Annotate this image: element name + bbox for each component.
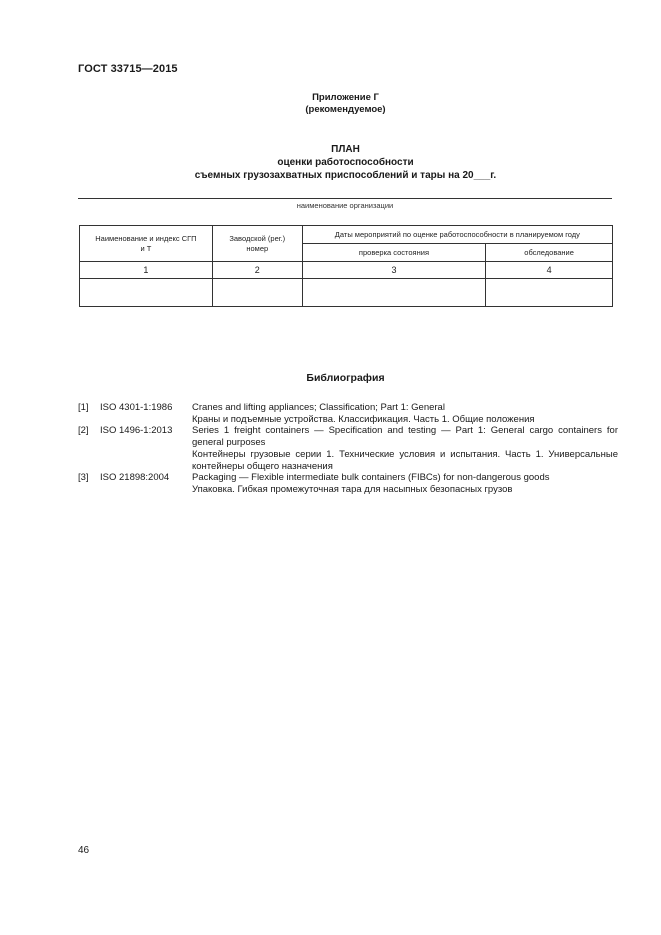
bibliography-entry [78,402,618,425]
entry-code: ISO 4301-1:1986 [100,402,173,413]
header-serial-number: Заводской (рег.) номер [212,226,302,262]
entry-number: [1] [78,402,89,413]
col-number-2: 2 [212,262,302,279]
entry-number: [2] [78,425,89,437]
standard-header: ГОСТ 33715—2015 [78,63,178,75]
annex-status: (рекомендуемое) [305,104,386,115]
plan-subtitle-line1: оценки работоспособности [277,157,414,168]
header-dates-group: Даты мероприятий по оценке работоспособности в планируемом году [302,226,612,244]
bibliography-entry [78,425,618,472]
empty-cell [302,279,486,307]
entry-number: [3] [78,472,89,484]
entry-title-en: Series 1 freight containers — Specification and testing — Part 1: General cargo containers for general purposes [192,425,618,449]
empty-cell [212,279,302,307]
bibliography-list [78,402,618,496]
entry-title-ru: Контейнеры грузовые серии 1. Технические условия и испытания. Часть 1. Универсальные контейнеры общего назначения [192,448,618,472]
plan-table [79,225,613,307]
bibliography-entry [78,472,618,495]
entry-title-ru: Упаковка. Гибкая промежуточная тара для насыпных безопасных грузов [192,483,513,495]
page-number: 46 [78,845,90,856]
bibliography-title: Библиография [306,372,385,384]
col-number-1: 1 [80,262,213,279]
organization-label: наименование организации [296,201,394,210]
plan-subtitle-line2: съемных грузозахватных приспособлений и тары на 20___г. [194,170,497,181]
annex-heading [0,92,661,116]
header-inspection: обследование [486,244,613,262]
organization-fill-line [78,198,612,199]
entry-title-en: Packaging — Flexible intermediate bulk containers (FIBCs) for non-dangerous goods [192,472,550,484]
header-condition-check: проверка состояния [302,244,486,262]
entry-title-ru: Краны и подъемные устройства. Классификация. Часть 1. Общие положения [192,413,535,425]
empty-cell [486,279,613,307]
entry-title-en: Cranes and lifting appliances; Classification; Part 1: General [192,402,445,413]
col-number-3: 3 [302,262,486,279]
annex-title: Приложение Г [312,92,379,103]
entry-code: ISO 21898:2004 [100,472,170,484]
header-name-index: Наименование и индекс СГП и Т [80,226,213,262]
plan-heading [0,143,661,182]
col-number-4: 4 [486,262,613,279]
entry-code: ISO 1496-1:2013 [100,425,173,437]
empty-cell [80,279,213,307]
plan-title: ПЛАН [331,144,360,155]
